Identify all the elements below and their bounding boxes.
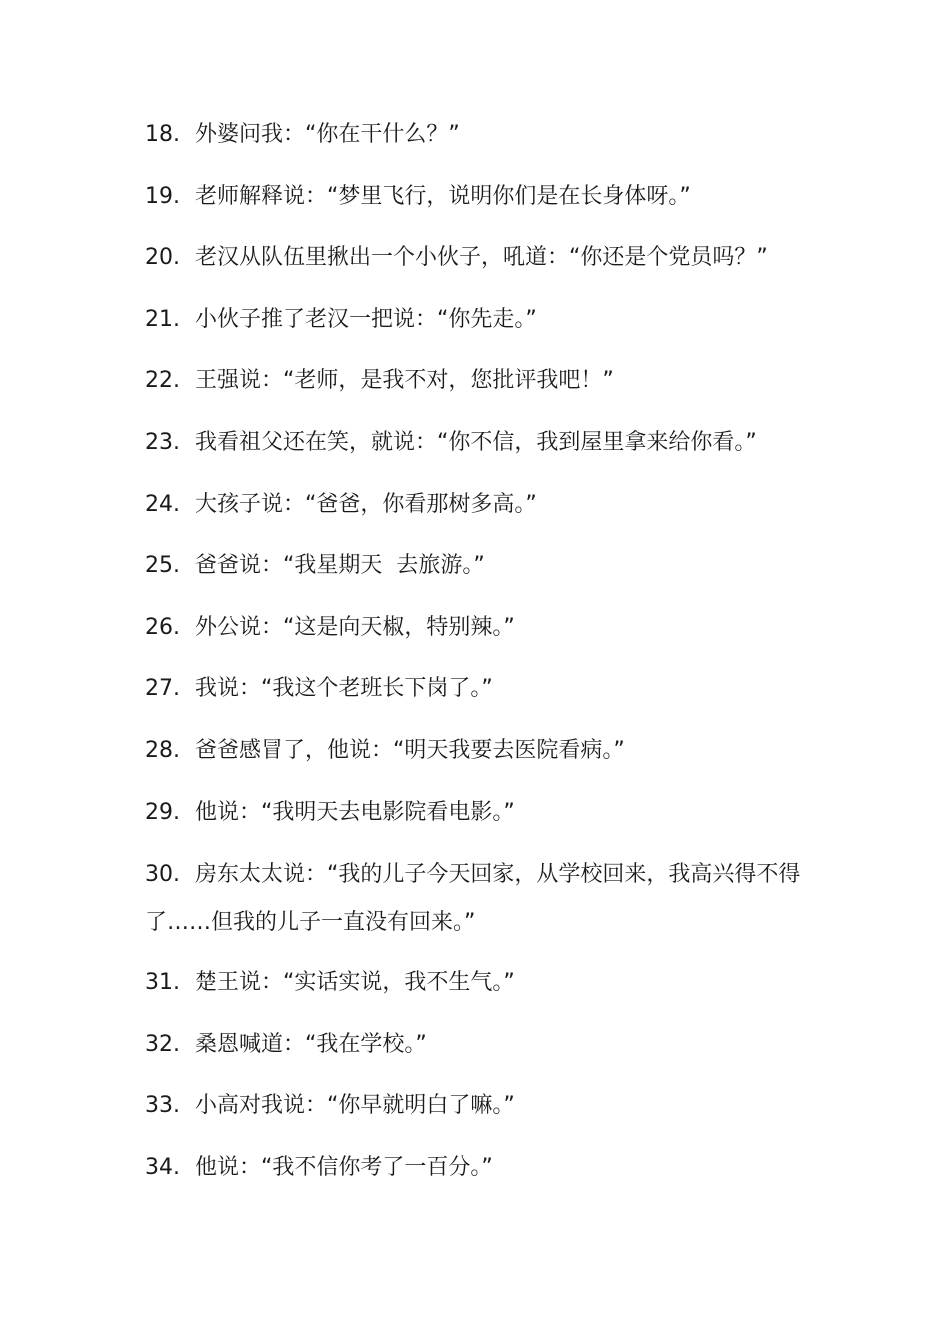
list-item — [145, 482, 815, 528]
item-number: 28. — [145, 737, 180, 763]
item-number: 27. — [145, 676, 180, 702]
item-number: 34. — [145, 1154, 180, 1180]
list-item — [145, 1022, 815, 1068]
list-item — [145, 960, 815, 1006]
list-item — [145, 1083, 815, 1129]
item-text: 他说：“我不信你考了一百分。” — [195, 1154, 493, 1180]
item-number: 26. — [145, 614, 180, 640]
list-item — [145, 543, 815, 589]
item-text: 房东太太说：“我的儿子今天回家，从学校回来，我高兴得不得了……但我的儿子一直没有回来。” — [145, 862, 801, 936]
item-text: 楚王说：“实话实说，我不生气。” — [195, 970, 515, 996]
item-text: 大孩子说：“爸爸，你看那树多高。” — [195, 491, 537, 517]
sentence-list — [145, 112, 815, 1207]
item-number: 25. — [145, 553, 180, 579]
list-item — [145, 358, 815, 404]
item-number: 30. — [145, 862, 180, 888]
list-item — [145, 790, 815, 836]
list-item — [145, 851, 815, 947]
item-number: 31. — [145, 970, 180, 996]
item-number: 29. — [145, 799, 180, 825]
list-item — [145, 1145, 815, 1191]
list-item — [145, 297, 815, 343]
item-text: 王强说：“老师，是我不对，您批评我吧！” — [195, 368, 614, 394]
list-item — [145, 420, 815, 466]
item-number: 33. — [145, 1093, 180, 1119]
list-item — [145, 235, 815, 281]
list-item — [145, 112, 815, 158]
item-number: 32. — [145, 1031, 180, 1057]
item-number: 21. — [145, 306, 180, 332]
item-number: 22. — [145, 368, 180, 394]
item-number: 24. — [145, 491, 180, 517]
list-item — [145, 174, 815, 220]
item-text: 老师解释说：“梦里飞行，说明你们是在长身体呀。” — [195, 183, 691, 209]
item-text: 他说：“我明天去电影院看电影。” — [195, 799, 515, 825]
list-item — [145, 666, 815, 712]
item-text: 小伙子推了老汉一把说：“你先走。” — [195, 306, 537, 332]
item-number: 18. — [145, 122, 180, 147]
item-number: 20. — [145, 245, 180, 271]
item-text: 爸爸感冒了，他说：“明天我要去医院看病。” — [195, 737, 625, 763]
item-text: 我看祖父还在笑，就说：“你不信，我到屋里拿来给你看。” — [195, 429, 757, 455]
item-number: 19. — [145, 183, 180, 209]
item-text: 小高对我说：“你早就明白了嘛。” — [195, 1093, 515, 1119]
item-text: 我说：“我这个老班长下岗了。” — [195, 676, 493, 702]
item-text: 外公说：“这是向天椒，特别辣。” — [195, 614, 515, 640]
item-text: 老汉从队伍里揪出一个小伙子，吼道：“你还是个党员吗？” — [195, 245, 768, 271]
item-text: 爸爸说：“我星期天 去旅游。” — [195, 553, 485, 579]
item-text: 桑恩喊道：“我在学校。” — [195, 1031, 427, 1057]
item-text: 外婆问我：“你在干什么？” — [195, 122, 460, 147]
list-item — [145, 605, 815, 651]
item-number: 23. — [145, 429, 180, 455]
list-item — [145, 728, 815, 774]
